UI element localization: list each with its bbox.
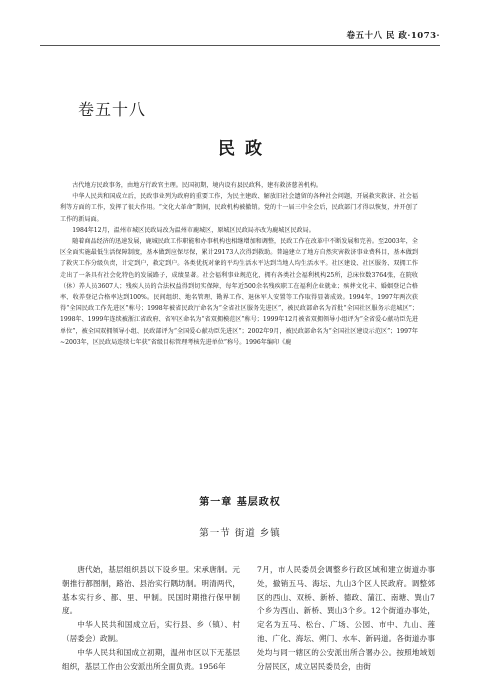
section-title: 第一节 街道 乡镇 xyxy=(199,528,281,539)
body-paragraph: 7月，市人民委员会调整乡行政区域和建立街道办事处，撤销五马、海坛、九山3个区人民政府。调整郊区的西山、双桥、新桥、德政、蒲江、南塘、巽山7个乡为西山、新桥、巽山3个乡。12个街道办事处，定名为五马、松台、广场、公园、市中、九山、莲池、广化、海坛、朔门、水车、新码道。各街道办事处均与同一辖区的公安派出所合署办公。按照地域划分居民区，成立居民委员会，由街 xyxy=(257,565,435,671)
intro-paragraph: 古代地方民政事务，由地方行政官主理。民国初期，境内设有县民政科，建有救济慈善机构。 xyxy=(72,182,323,189)
header-rule xyxy=(40,45,440,46)
main-title: 民政 xyxy=(218,139,272,159)
intro-paragraph: 1984年12月，温州市城区民政局改为温州市鹿城区，原城区民政局亦改为鹿城区民政局。 xyxy=(72,226,315,234)
right-column xyxy=(257,563,435,673)
intro-text xyxy=(60,180,418,348)
chapter-title: 第一章 基层政权 xyxy=(199,497,281,508)
intro-paragraph: 随着商品经济的迅速发展，鹿城民政工作职能和办事机构也相继增加和调整，民政工作在改革中不断发展和完善。至2003年，全区全面实施最低生活保障制度，基本做到应保尽保，累计29173人次得到救助。普遍建立了地方自然灾害救济事业费科目，基本做到了救灾工作分级负责，计定到户，救定到户。各类优抚对象的平均生活水平达到当地人均生活水平。社区建设、社区服务、双拥工作走出了一条具有社会化特色的发展路子，成绩显著。社会福利事业规范化，拥有各类社会福利机构25所，总床位数3764张，在院收（休）养人员3607人；残疾人员的合法权益得到切实保障，每年近500余名残疾职工在福利企业就业；殡葬文化丰、婚姻登记合格率、收养登记合格率达到100%。民间组织、地名管理、勘界工作、退休军人安置等工作取得显著成效。1994年，1997年两次获得“全国民政工作先进区”称号；1998年被省民政厅命名为“全省社区服务先进区”，被民政部命名为首批“全国社区服务示范城区”；1998年、1999年连续被浙江省政府、省军区命名为“省双拥模范区”称号；1999年12月被省双拥领导小组评为“全省爱心献功臣先进单位”，被全国双拥领导小组、民政部评为“全国爱心献功臣先进区”；2002年9月，被民政部命名为“全国社区建设示范区”；1997年~2003年，区民政局连续七年获“省级目标管理考核先进单位”称号。1996年编印《鹿 xyxy=(60,238,418,346)
body-paragraph: 中华人民共和国成立后，实行县、乡（镇）、村（居委会）政制。 xyxy=(62,620,240,643)
intro-paragraph: 中华人民共和国成立后，民政事业列为政府的重要工作，为民主建政、解放旧社会遗留的各种社会问题，开展救灾救济、社会福利等方面的工作，发挥了很大作用。“文化大革命”期间，民政机构被撤销。党的十一届三中全会后，民政部门才得以恢复，并开创了工作的新局面。 xyxy=(60,193,418,223)
body-paragraph: 中华人民共和国成立初期，温州市区以下无基层组织，基层工作由公安派出所全面负责。1956年 xyxy=(62,647,240,671)
left-column xyxy=(62,563,240,673)
running-header: 卷五十八 民 政·1073· xyxy=(346,31,440,41)
body-paragraph: 唐代始，基层组织县以下设乡里。宋承唐制。元朝推行都图制，路治、县治实行隅坊制。明清两代，基本实行乡、都、里、甲制。民国时期推行保甲制度。 xyxy=(62,565,240,616)
volume-title: 卷五十八 xyxy=(78,100,147,119)
